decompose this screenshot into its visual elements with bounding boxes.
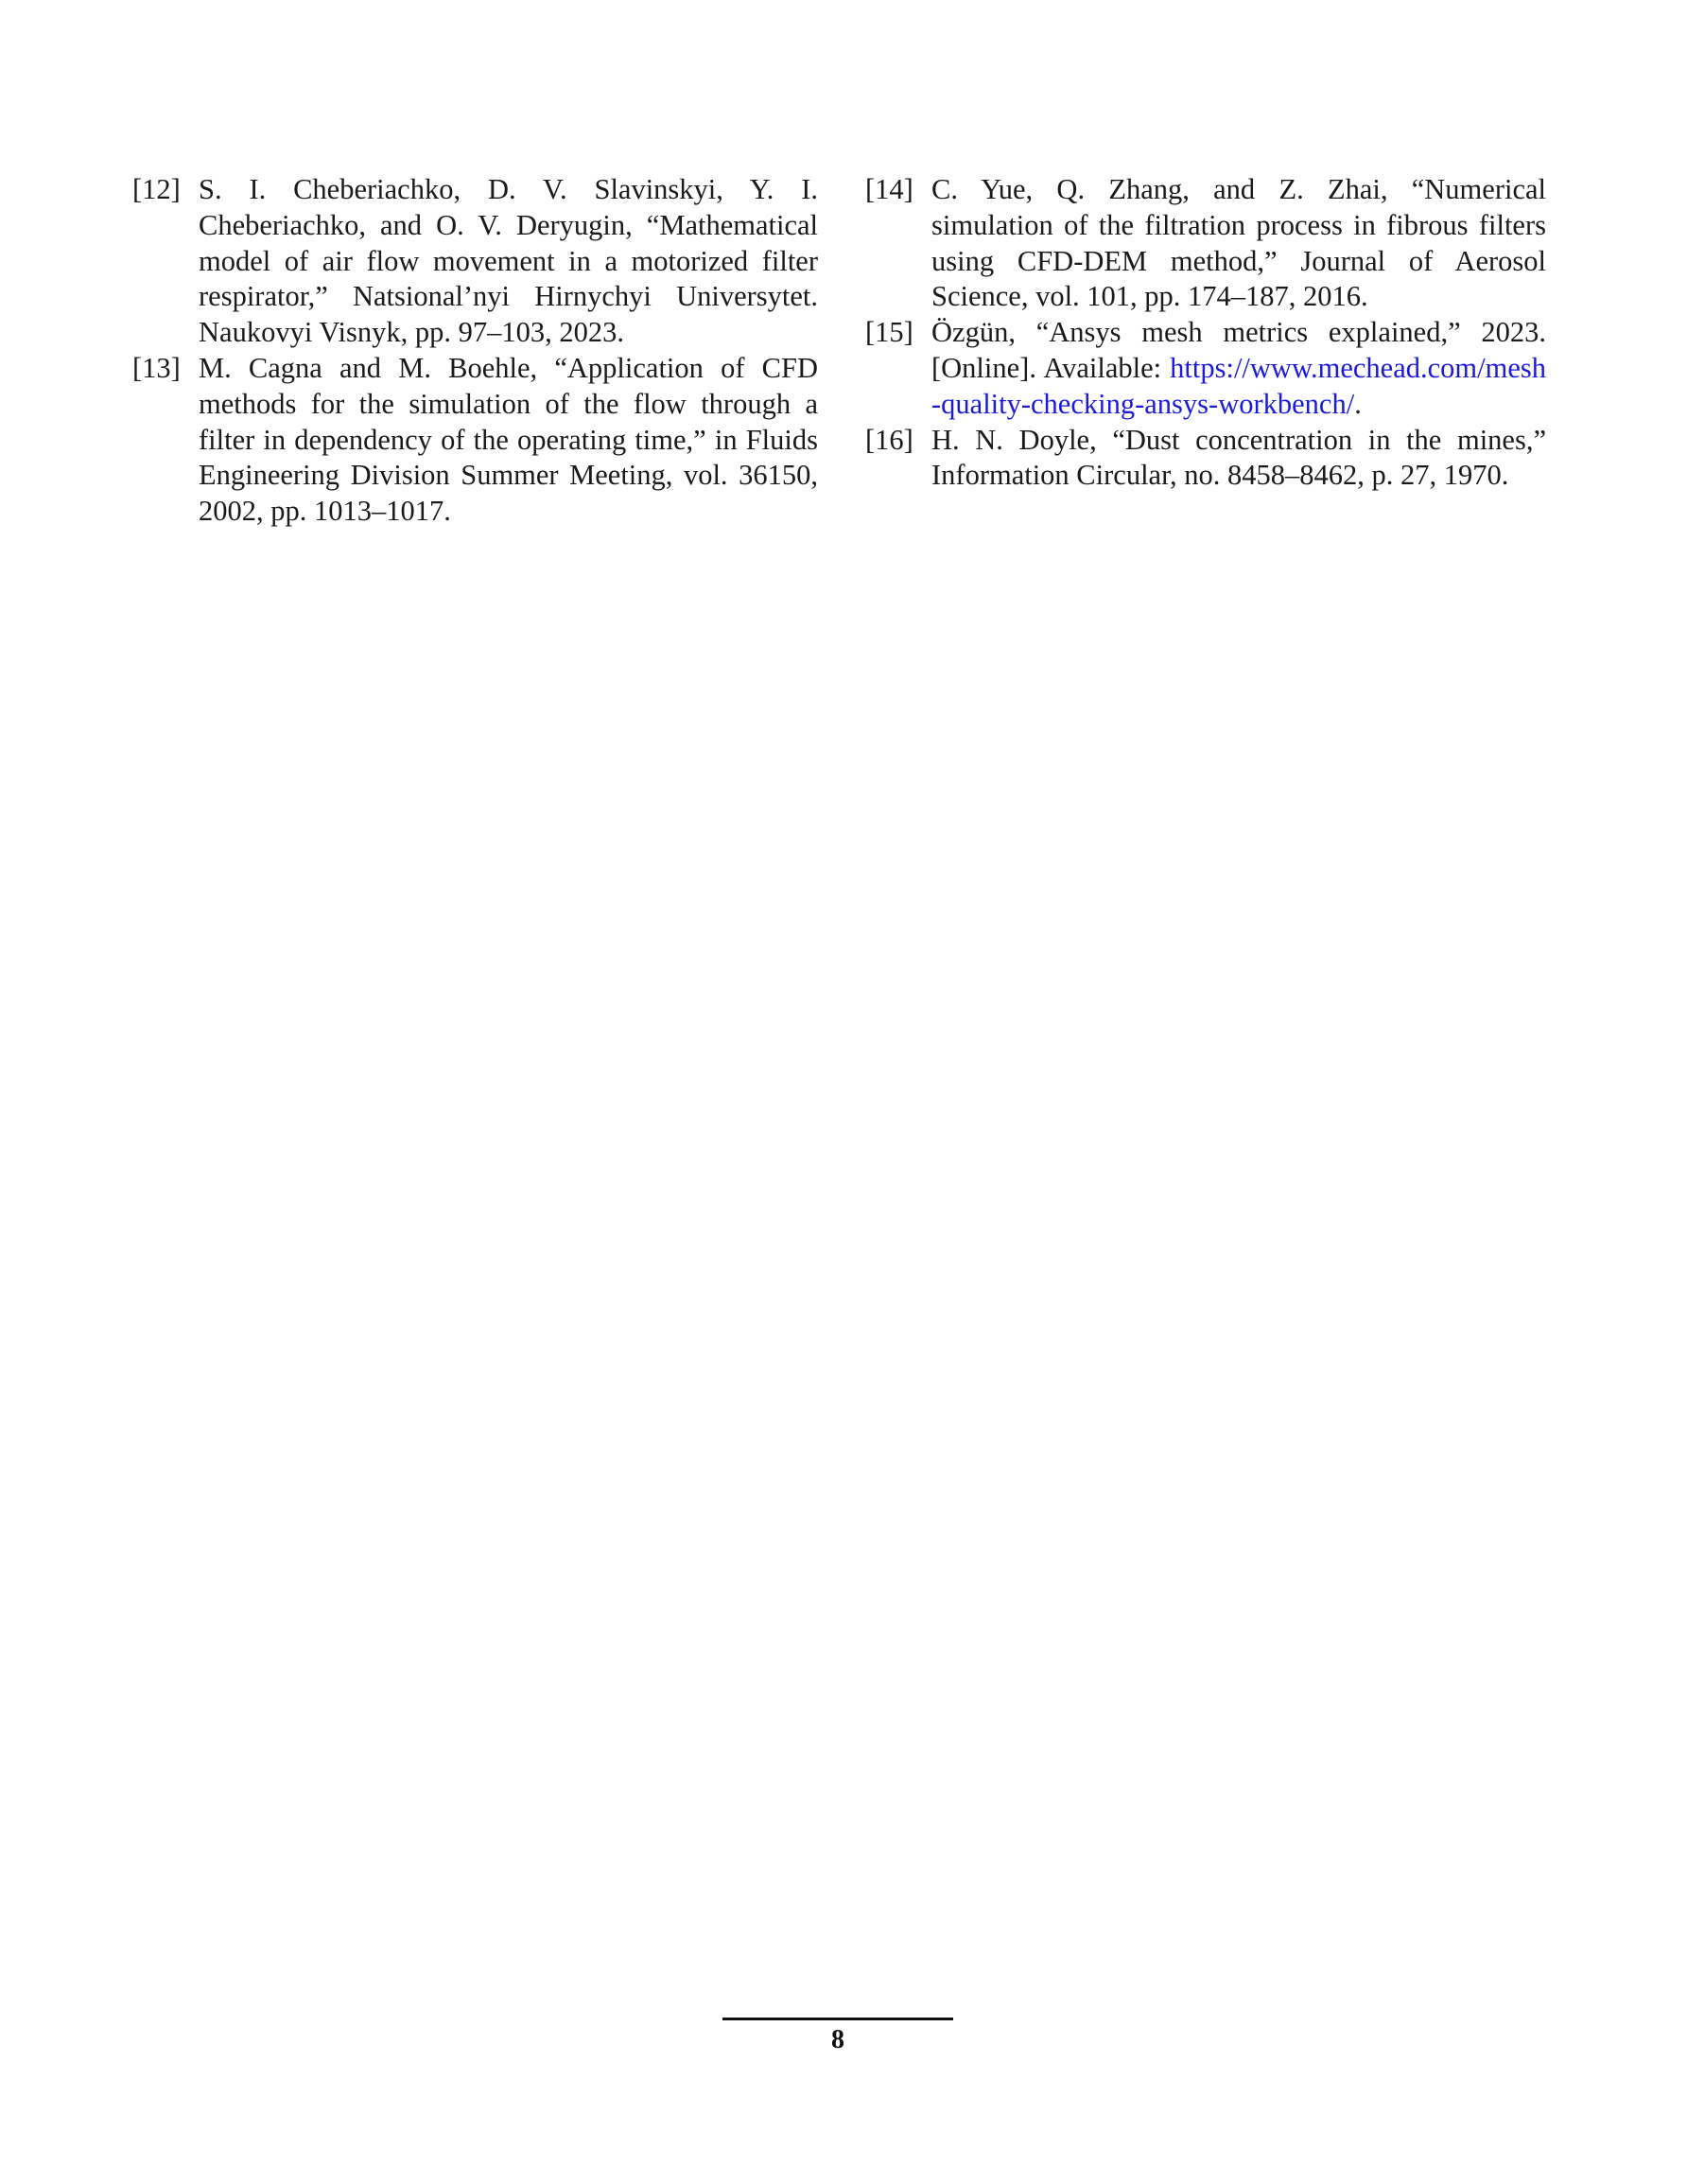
reference-number: [16] [865,423,913,456]
references-right-column [865,172,1546,494]
reference-url-link[interactable]: https://www.mechead.com/mesh-quality-checking-ansys-workbench/ [931,351,1546,420]
reference-number: [12] [132,173,181,205]
reference-text [931,315,1546,422]
reference-text: H. N. Doyle, “Dust concentration in the mines,” Information Circular, no. 8458–8462, p. 27, 1970. [931,423,1546,492]
reference-text-before-link: Özgün, “Ansys mesh metrics explained,” 2023. [Online]. Available: [931,316,1546,384]
reference-text-after-link: . [1354,387,1362,420]
reference-text: M. Cagna and M. Boehle, “Application of CFD methods for the simulation of the flow through a filter in dependency of the operating time,” in Fluids Engineering Division Summer Meeting, vol. 36150, 2002, pp. 1013–1017. [199,351,818,528]
reference-number: [15] [865,316,913,349]
reference-number: [13] [132,351,181,384]
reference-text: C. Yue, Q. Zhang, and Z. Zhai, “Numerical simulation of the filtration process in fibrous filters using CFD-DEM method,” Journal of Aerosol Science, vol. 101, pp. 174–187, 2016. [931,173,1546,313]
page-number: 8 [831,2025,844,2054]
reference-number: [14] [865,173,913,205]
reference-13 [132,351,818,530]
references-left-column [132,172,818,530]
reference-15 [865,315,1546,422]
footer-divider [722,2018,953,2020]
reference-14 [865,172,1546,315]
reference-16 [865,423,1546,495]
reference-text: S. I. Cheberiachko, D. V. Slavinskyi, Y. I. Cheberiachko, and O. V. Deryugin, “Mathematical model of air flow movement in a motorized filter respirator,” Natsional’nyi Hirnychyi Universytet. Naukovyi Visnyk, pp. 97–103, 2023. [199,173,818,349]
reference-12 [132,172,818,351]
